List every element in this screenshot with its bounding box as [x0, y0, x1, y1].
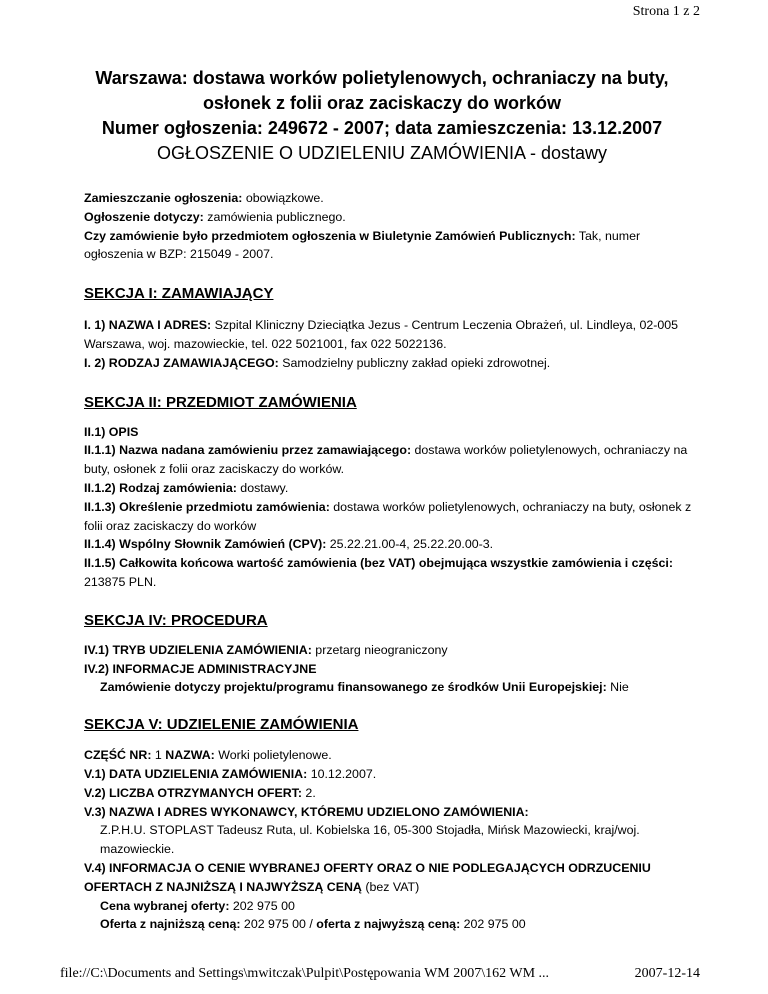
field-label: V.2) LICZBA OTRZYMANYCH OFERT:: [84, 785, 302, 800]
footer-path: file://C:\Documents and Settings\mwitczak\Pulpit\Postępowania WM 2007\162 WM ...: [60, 966, 550, 981]
field-value: 202 975 00 /: [240, 917, 317, 932]
field-value: dostawy.: [236, 480, 289, 495]
field-value: Worki polietylenowe.: [214, 748, 332, 763]
field-value: 25.22.21.00-4, 25.22.20.00-3.: [326, 537, 494, 552]
field-value: 202 975 00: [460, 917, 526, 932]
s4-field-3: [84, 678, 698, 697]
s5-field-2: [84, 784, 698, 803]
s5-field-3-value: Z.P.H.U. STOPLAST Tadeusz Ruta, ul. Kobielska 16, 05-300 Stojadła, Mińsk Mazowiecki, kraj/woj. mazowieckie.: [100, 823, 640, 857]
s5-field-1: [84, 765, 698, 784]
s5-field-4: [84, 859, 698, 897]
s2-field-5: [84, 554, 698, 592]
field-label: Zamówienie dotyczy projektu/programu finansowanego ze środków Unii Europejskiej:: [100, 680, 607, 695]
field-label: II.1.3) Określenie przedmiotu zamówienia:: [84, 499, 330, 514]
s2-field-3: [84, 498, 698, 536]
field-value: 213875 PLN.: [84, 574, 157, 589]
s2-field-4: [84, 535, 698, 554]
field-label: Cena wybranej oferty:: [100, 898, 230, 913]
footer-date: 2007-12-14: [634, 966, 700, 981]
s5-part: [84, 746, 698, 765]
document-body: [84, 189, 698, 934]
field-value: Tak, numer ogłoszenia w BZP: 215049 - 2007.: [84, 228, 641, 262]
intro-field-2: [84, 208, 698, 227]
s4-field-2: IV.2) INFORMACJE ADMINISTRACYJNE: [84, 661, 317, 676]
field-label: V.4) INFORMACJA O CENIE WYBRANEJ OFERTY ORAZ O NIE PODLEGAJĄCYCH ODRZUCENIU OFERTACH Z NAJNIŻSZĄ I NAJWYŻSZĄ CENĄ: [84, 860, 651, 894]
field-label: CZĘŚĆ NR:: [84, 748, 152, 763]
field-label: IV.1) TRYB UDZIELENIA ZAMÓWIENIA:: [84, 642, 312, 657]
field-value: zamówienia publicznego.: [203, 209, 346, 224]
title-line-2: osłonek z folii oraz zaciskaczy do worków: [202, 93, 562, 113]
field-label: II.1.2) Rodzaj zamówienia:: [84, 480, 237, 495]
field-label: Ogłoszenie dotyczy:: [84, 209, 204, 224]
field-label: II.1.4) Wspólny Słownik Zamówień (CPV):: [84, 537, 327, 552]
field-value: (bez VAT): [361, 879, 420, 894]
field-label: oferta z najwyższą ceną:: [316, 917, 461, 932]
field-value: 2.: [301, 785, 316, 800]
field-label: I. 2) RODZAJ ZAMAWIAJĄCEGO:: [84, 355, 279, 370]
field-label: Oferta z najniższą ceną:: [100, 917, 241, 932]
section-2-title: SEKCJA II: PRZEDMIOT ZAMÓWIENIA: [84, 393, 357, 411]
field-label: Zamieszczanie ogłoszenia:: [84, 191, 243, 205]
field-value: przetarg nieograniczony: [311, 642, 448, 657]
s4-field-1: [84, 641, 698, 660]
section-5-title: SEKCJA V: UDZIELENIE ZAMÓWIENIA: [84, 716, 359, 734]
field-value: Samodzielny publiczny zakład opieki zdrowotnej.: [278, 355, 551, 370]
s5-price: [84, 897, 698, 916]
field-label: II.1.5) Całkowita końcowa wartość zamówienia (bez VAT) obejmująca wszystkie zamówienia i części:: [84, 556, 673, 571]
page-number: Strona 1 z 2: [632, 4, 700, 19]
section-1-title: SEKCJA I: ZAMAWIAJĄCY: [84, 285, 274, 303]
field-value: 10.12.2007.: [307, 766, 377, 781]
field-label: NAZWA:: [165, 748, 215, 763]
field-value: Nie: [606, 680, 629, 695]
intro-field-1: [84, 189, 698, 208]
s1-field-2: [84, 354, 698, 373]
s2-opis: II.1) OPIS: [84, 424, 139, 439]
field-label: Czy zamówienie było przedmiotem ogłoszenia w Biuletynie Zamówień Publicznych:: [84, 228, 576, 243]
field-value: 1: [151, 748, 166, 763]
field-value: obowiązkowe.: [242, 191, 324, 205]
s2-field-1: [84, 441, 698, 479]
s1-field-1: [84, 316, 698, 354]
field-value: 202 975 00: [229, 898, 295, 913]
s5-field-3-label: V.3) NAZWA I ADRES WYKONAWCY, KTÓREMU UDZIELONO ZAMÓWIENIA:: [84, 804, 529, 819]
title-line-3: Numer ogłoszenia: 249672 - 2007; data zamieszczenia: 13.12.2007: [101, 118, 663, 138]
field-value: dostawa worków polietylenowych, ochraniaczy na buty, osłonek z folii oraz zaciskaczy do worków.: [84, 443, 688, 477]
field-label: II.1.1) Nazwa nadana zamówieniu przez zamawiającego:: [84, 443, 412, 458]
field-label: I. 1) NAZWA I ADRES:: [84, 318, 212, 333]
s2-field-2: [84, 479, 698, 498]
document-title: [70, 66, 694, 166]
field-label: V.1) DATA UDZIELENIA ZAMÓWIENIA:: [84, 766, 308, 781]
s5-price-range: [84, 915, 698, 934]
title-line-1: Warszawa: dostawa worków polietylenowych, ochraniaczy na buty,: [95, 68, 669, 88]
page-footer: [60, 966, 700, 982]
document-subtitle: OGŁOSZENIE O UDZIELENIU ZAMÓWIENIA - dostawy: [156, 143, 608, 163]
field-value: Szpital Kliniczny Dzieciątka Jezus - Centrum Leczenia Obrażeń, ul. Lindleya, 02-005 Warszawa, woj. mazowieckie, tel. 022 5021001, fax 022 5022136.: [84, 318, 679, 351]
section-4-title: SEKCJA IV: PROCEDURA: [84, 611, 268, 629]
field-value: dostawa worków polietylenowych, ochraniaczy na buty, osłonek z folii oraz zaciskaczy do worków: [84, 499, 692, 533]
intro-field-3: [84, 227, 698, 265]
